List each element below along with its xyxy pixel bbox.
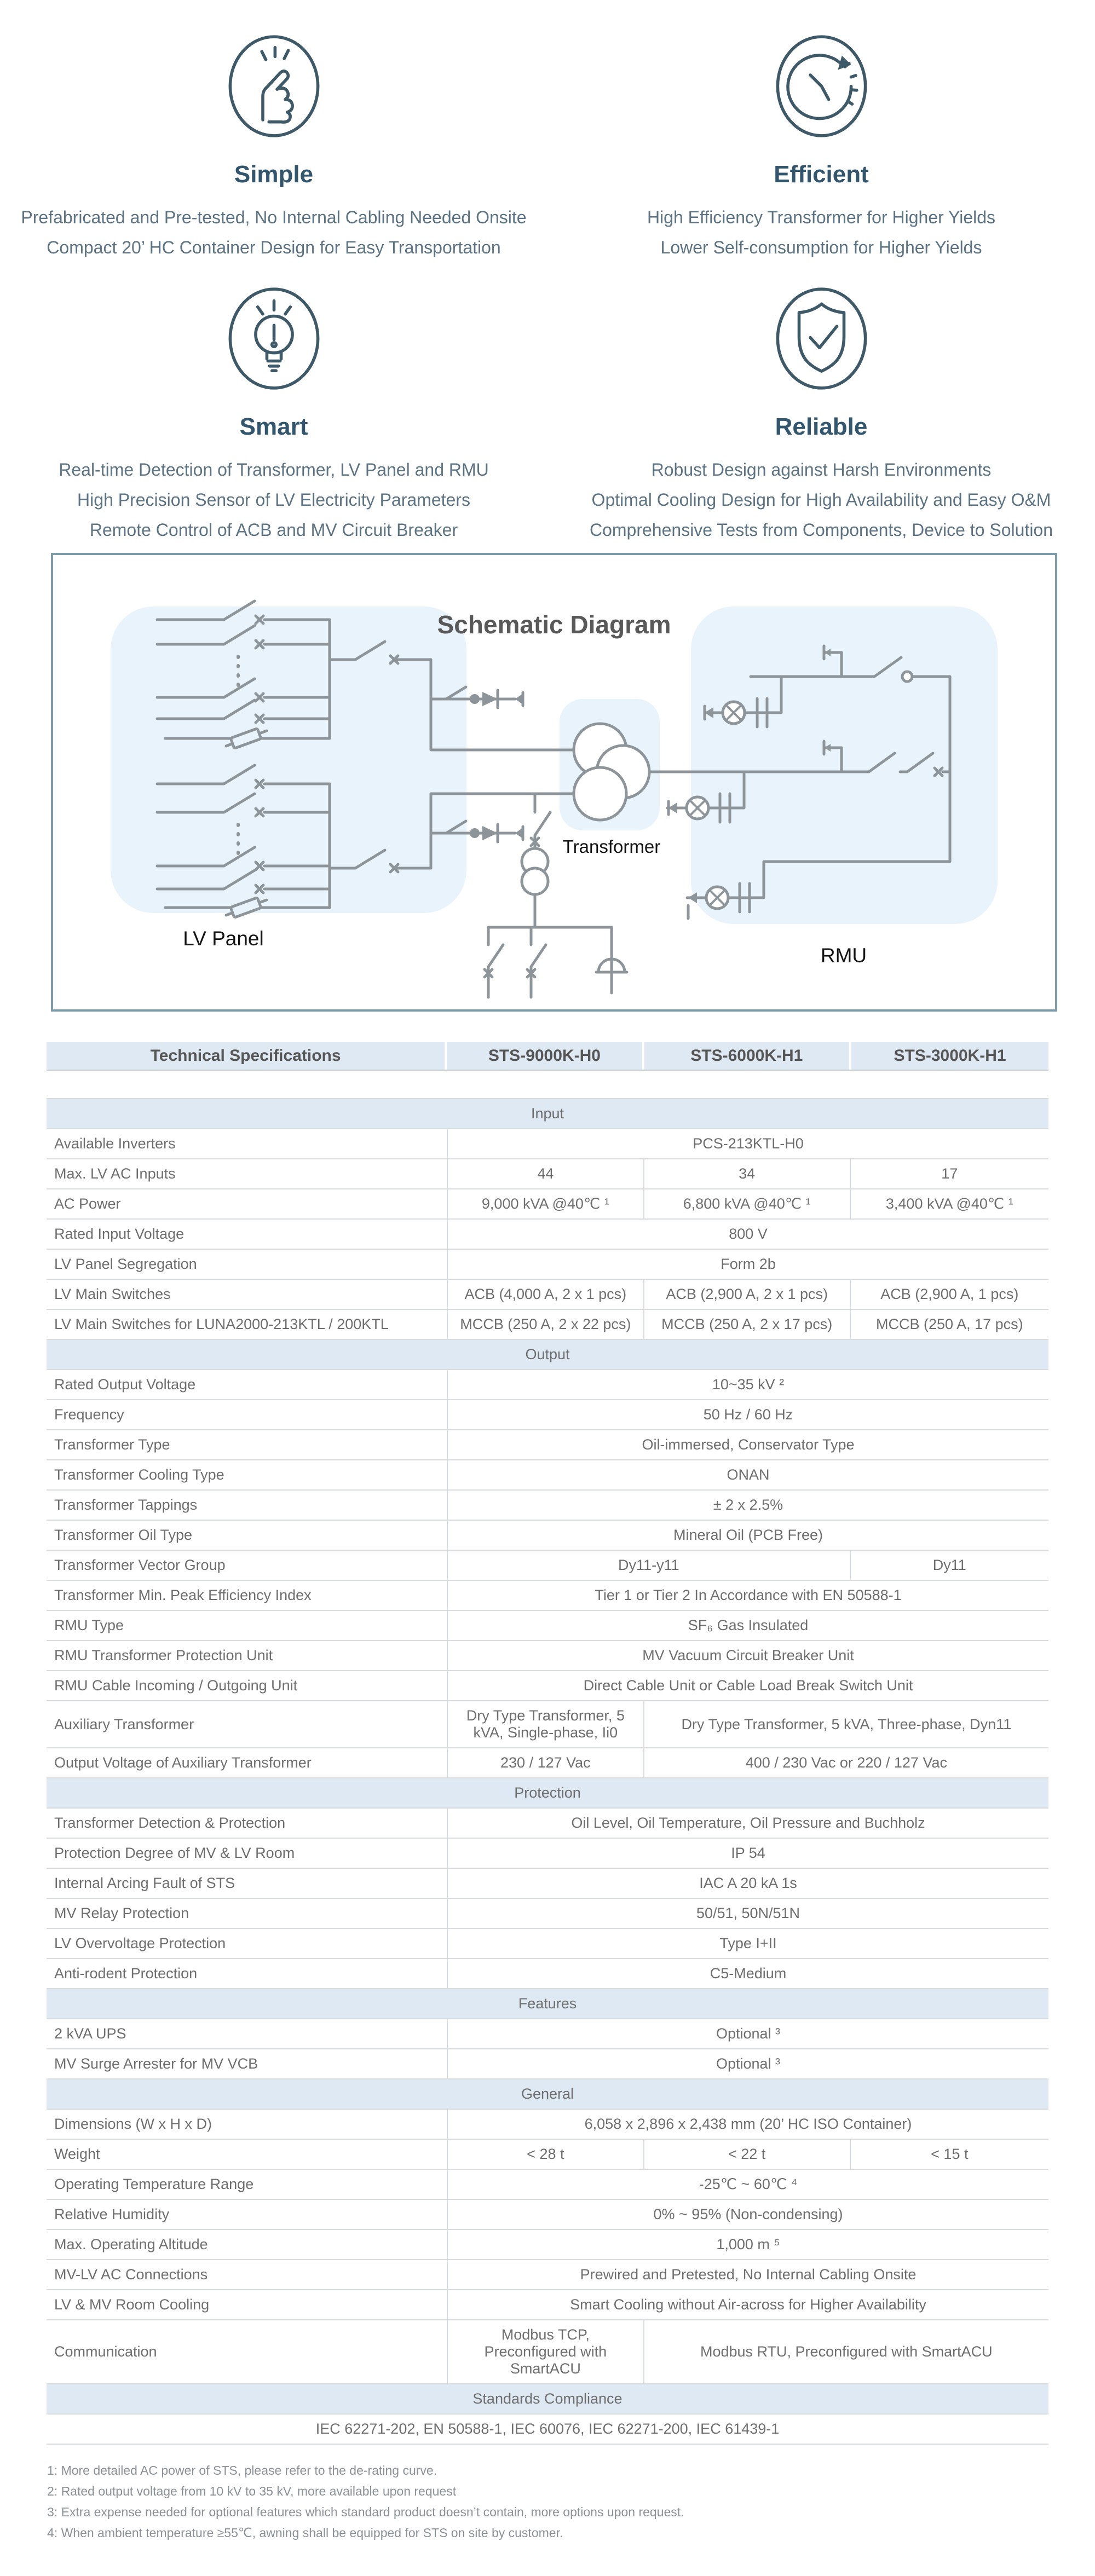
spec-value: 9,000 kVA @40℃ ¹ xyxy=(447,1189,644,1219)
table-row xyxy=(47,2019,1048,2049)
spec-value: PCS-213KTL-H0 xyxy=(447,1129,1048,1159)
spec-value: Form 2b xyxy=(447,1249,1048,1279)
spec-value: Dy11 xyxy=(850,1550,1048,1580)
table-row xyxy=(47,1189,1048,1219)
shield-check-icon xyxy=(548,277,1095,400)
spec-value: ONAN xyxy=(447,1460,1048,1490)
spec-value: 50 Hz / 60 Hz xyxy=(447,1400,1048,1430)
table-row xyxy=(47,2230,1048,2260)
feature-line: Comprehensive Tests from Components, Device to Solution xyxy=(589,520,1053,540)
feature-description xyxy=(548,455,1095,545)
feature-line: Robust Design against Harsh Environments xyxy=(651,460,992,480)
spec-label: Transformer Vector Group xyxy=(47,1550,447,1580)
spec-value: Dry Type Transformer, 5 kVA, Three-phase, Dyn11 xyxy=(644,1701,1048,1748)
spec-value: 34 xyxy=(644,1159,850,1189)
table-row xyxy=(47,1641,1048,1671)
spec-label: Operating Temperature Range xyxy=(47,2169,447,2199)
section-title: Protection xyxy=(47,1778,1048,1808)
spec-label: Transformer Cooling Type xyxy=(47,1460,447,1490)
spec-label: Auxiliary Transformer xyxy=(47,1701,447,1748)
spec-value: Tier 1 or Tier 2 In Accordance with EN 50588-1 xyxy=(447,1580,1048,1610)
table-row xyxy=(47,2049,1048,2079)
feature-line: High Precision Sensor of LV Electricity Parameters xyxy=(77,490,470,510)
spec-value: Optional ³ xyxy=(447,2049,1048,2079)
spec-value: ACB (2,900 A, 1 pcs) xyxy=(850,1279,1048,1309)
table-row xyxy=(47,1309,1048,1339)
spec-label: Transformer Type xyxy=(47,1430,447,1460)
spec-value: Smart Cooling without Air-across for Higher Availability xyxy=(447,2290,1048,2320)
spec-value: ACB (4,000 A, 2 x 1 pcs) xyxy=(447,1279,644,1309)
table-row xyxy=(47,1838,1048,1868)
spec-label: LV Main Switches for LUNA2000-213KTL / 200KTL xyxy=(47,1309,447,1339)
table-row xyxy=(47,1520,1048,1550)
footnote: 4: When ambient temperature ≥55℃, awning shall be equipped for STS on site by customer. xyxy=(47,2526,563,2540)
spec-label: MV-LV AC Connections xyxy=(47,2260,447,2290)
schematic-diagram xyxy=(51,553,1057,1012)
spec-label: Dimensions (W x H x D) xyxy=(47,2109,447,2139)
table-row xyxy=(47,2199,1048,2230)
table-row xyxy=(47,1400,1048,1430)
feature-line: Optimal Cooling Design for High Availability and Easy O&M xyxy=(591,490,1051,510)
spec-value: 0% ~ 95% (Non-condensing) xyxy=(447,2199,1048,2230)
spec-label: LV Panel Segregation xyxy=(47,1249,447,1279)
header-technical-specifications: Technical Specifications xyxy=(150,1047,341,1065)
rmu-label: RMU xyxy=(820,944,867,967)
spec-table-header xyxy=(47,1042,1048,1071)
spec-label: 2 kVA UPS xyxy=(47,2019,447,2049)
spec-value: MCCB (250 A, 2 x 22 pcs) xyxy=(447,1309,644,1339)
spec-value: Oil-immersed, Conservator Type xyxy=(447,1430,1048,1460)
table-row xyxy=(47,1928,1048,1959)
spec-label: RMU Transformer Protection Unit xyxy=(47,1641,447,1671)
spec-label: RMU Type xyxy=(47,1610,447,1641)
table-row xyxy=(47,2139,1048,2169)
table-row xyxy=(47,1279,1048,1309)
header-model-sts-9000k-h0: STS-9000K-H0 xyxy=(445,1042,642,1070)
feature-efficient xyxy=(548,25,1095,263)
spec-label: Max. Operating Altitude xyxy=(47,2230,447,2260)
spec-label: MV Relay Protection xyxy=(47,1898,447,1928)
snap-fingers-icon xyxy=(0,25,548,148)
spec-label: Transformer Oil Type xyxy=(47,1520,447,1550)
spec-value: Dry Type Transformer, 5 kVA, Single-phase, Ii0 xyxy=(447,1701,644,1748)
table-row xyxy=(47,1868,1048,1898)
spec-label: Internal Arcing Fault of STS xyxy=(47,1868,447,1898)
feature-description xyxy=(0,455,548,545)
spec-label: RMU Cable Incoming / Outgoing Unit xyxy=(47,1671,447,1701)
spec-value: Dy11-y11 xyxy=(447,1550,850,1580)
table-row xyxy=(47,1370,1048,1400)
spec-label: Output Voltage of Auxiliary Transformer xyxy=(47,1748,447,1778)
clock-cycle-icon xyxy=(548,25,1095,148)
spec-label: Communication xyxy=(47,2320,447,2384)
spec-value: 50/51, 50N/51N xyxy=(447,1898,1048,1928)
spec-value: Type I+II xyxy=(447,1928,1048,1959)
table-row xyxy=(47,1550,1048,1580)
spec-label: Frequency xyxy=(47,1400,447,1430)
spec-value: C5-Medium xyxy=(447,1959,1048,1989)
feature-title: Efficient xyxy=(774,161,869,188)
table-row xyxy=(47,2169,1048,2199)
spec-value: < 28 t xyxy=(447,2139,644,2169)
spec-value: 6,800 kVA @40℃ ¹ xyxy=(644,1189,850,1219)
feature-line: Compact 20’ HC Container Design for Easy Transportation xyxy=(47,238,501,257)
spec-label: Protection Degree of MV & LV Room xyxy=(47,1838,447,1868)
feature-line: Prefabricated and Pre-tested, No Internal Cabling Needed Onsite xyxy=(21,207,527,227)
spec-value: MCCB (250 A, 17 pcs) xyxy=(850,1309,1048,1339)
feature-line: Real-time Detection of Transformer, LV Panel and RMU xyxy=(59,460,489,480)
table-row xyxy=(47,1580,1048,1610)
spec-value: 6,058 x 2,896 x 2,438 mm (20’ HC ISO Container) xyxy=(447,2109,1048,2139)
spec-value: 3,400 kVA @40℃ ¹ xyxy=(850,1189,1048,1219)
table-row xyxy=(47,1460,1048,1490)
table-row xyxy=(47,2109,1048,2139)
spec-value: 800 V xyxy=(447,1219,1048,1249)
feature-title: Simple xyxy=(234,161,314,188)
spec-value: IAC A 20 kA 1s xyxy=(447,1868,1048,1898)
table-row xyxy=(47,2290,1048,2320)
spec-label: Available Inverters xyxy=(47,1129,447,1159)
section-row xyxy=(47,2384,1048,2414)
feature-line: Remote Control of ACB and MV Circuit Breaker xyxy=(89,520,458,540)
feature-description xyxy=(0,203,548,263)
feature-grid xyxy=(0,0,1095,545)
table-row xyxy=(47,1808,1048,1838)
spec-label: Rated Output Voltage xyxy=(47,1370,447,1400)
spec-label: Rated Input Voltage xyxy=(47,1219,447,1249)
section-title: Input xyxy=(47,1099,1048,1129)
spec-label: AC Power xyxy=(47,1189,447,1219)
spec-value: MCCB (250 A, 2 x 17 pcs) xyxy=(644,1309,850,1339)
footnote: 1: More detailed AC power of STS, please refer to the de-rating curve. xyxy=(47,2463,437,2477)
spec-value: < 15 t xyxy=(850,2139,1048,2169)
table-row xyxy=(47,1490,1048,1520)
section-title: Features xyxy=(47,1989,1048,2019)
table-row xyxy=(47,2320,1048,2384)
spec-label: LV Main Switches xyxy=(47,1279,447,1309)
spec-value: ± 2 x 2.5% xyxy=(447,1490,1048,1520)
table-row xyxy=(47,1610,1048,1641)
table-row xyxy=(47,1430,1048,1460)
spec-value: Oil Level, Oil Temperature, Oil Pressure and Buchholz xyxy=(447,1808,1048,1838)
table-row xyxy=(47,1219,1048,1249)
spec-label: Transformer Detection & Protection xyxy=(47,1808,447,1838)
spec-label: Transformer Min. Peak Efficiency Index xyxy=(47,1580,447,1610)
section-row xyxy=(47,1778,1048,1808)
spec-label: MV Surge Arrester for MV VCB xyxy=(47,2049,447,2079)
spec-value: 400 / 230 Vac or 220 / 127 Vac xyxy=(644,1748,1048,1778)
spec-label: Weight xyxy=(47,2139,447,2169)
feature-smart xyxy=(0,277,548,545)
feature-simple xyxy=(0,25,548,263)
section-title: Standards Compliance xyxy=(47,2384,1048,2414)
table-row xyxy=(47,1671,1048,1701)
spec-label: Transformer Tappings xyxy=(47,1490,447,1520)
spec-value: 17 xyxy=(850,1159,1048,1189)
table-row xyxy=(47,2260,1048,2290)
standards-value: IEC 62271-202, EN 50588-1, IEC 60076, IEC 62271-200, IEC 61439-1 xyxy=(47,2414,1048,2444)
header-model-sts-3000k-h1: STS-3000K-H1 xyxy=(849,1042,1048,1070)
feature-title: Smart xyxy=(239,413,308,440)
feature-reliable xyxy=(548,277,1095,545)
footnote: 2: Rated output voltage from 10 kV to 35 kV, more available upon request xyxy=(47,2484,457,2498)
table-row xyxy=(47,1249,1048,1279)
section-row xyxy=(47,2079,1048,2109)
footnotes xyxy=(47,2460,1095,2543)
spec-value: ACB (2,900 A, 2 x 1 pcs) xyxy=(644,1279,850,1309)
spec-value: Modbus RTU, Preconfigured with SmartACU xyxy=(644,2320,1048,2384)
table-row xyxy=(47,1701,1048,1748)
feature-title: Reliable xyxy=(775,413,868,440)
feature-line: High Efficiency Transformer for Higher Yields xyxy=(647,207,996,227)
spec-value: Modbus TCP, Preconfigured with SmartACU xyxy=(447,2320,644,2384)
spec-label: Relative Humidity xyxy=(47,2199,447,2230)
spec-label: LV & MV Room Cooling xyxy=(47,2290,447,2320)
spec-value: SF₆ Gas Insulated xyxy=(447,1610,1048,1641)
table-row xyxy=(47,1748,1048,1778)
section-title: Output xyxy=(47,1339,1048,1370)
section-row xyxy=(47,1339,1048,1370)
feature-line: Lower Self-consumption for Higher Yields xyxy=(660,238,982,257)
header-model-sts-6000k-h1: STS-6000K-H1 xyxy=(642,1042,850,1070)
schematic-title: Schematic Diagram xyxy=(437,610,671,639)
spec-value: 10~35 kV ² xyxy=(447,1370,1048,1400)
spec-value: IP 54 xyxy=(447,1838,1048,1868)
spec-table xyxy=(47,1098,1048,2445)
table-row xyxy=(47,1129,1048,1159)
spec-value: 44 xyxy=(447,1159,644,1189)
section-row xyxy=(47,1099,1048,1129)
spec-value: Prewired and Pretested, No Internal Cabling Onsite xyxy=(447,2260,1048,2290)
spec-value: 230 / 127 Vac xyxy=(447,1748,644,1778)
lightbulb-icon xyxy=(0,277,548,400)
spec-value: MV Vacuum Circuit Breaker Unit xyxy=(447,1641,1048,1671)
transformer-label: Transformer xyxy=(562,836,661,857)
spec-label: Max. LV AC Inputs xyxy=(47,1159,447,1189)
feature-description xyxy=(548,203,1095,263)
spec-value: 1,000 m ⁵ xyxy=(447,2230,1048,2260)
table-row xyxy=(47,1898,1048,1928)
spec-value: Optional ³ xyxy=(447,2019,1048,2049)
section-row xyxy=(47,1989,1048,2019)
spec-label: LV Overvoltage Protection xyxy=(47,1928,447,1959)
spec-label: Anti-rodent Protection xyxy=(47,1959,447,1989)
footnote: 3: Extra expense needed for optional features which standard product doesn’t contain, more options upon request. xyxy=(47,2505,684,2519)
lv-panel-label: LV Panel xyxy=(183,927,264,950)
spec-value: < 22 t xyxy=(644,2139,850,2169)
section-title: General xyxy=(47,2079,1048,2109)
spec-value: Direct Cable Unit or Cable Load Break Switch Unit xyxy=(447,1671,1048,1701)
table-row xyxy=(47,2414,1048,2444)
spec-value: -25℃ ~ 60℃ ⁴ xyxy=(447,2169,1048,2199)
table-row xyxy=(47,1159,1048,1189)
table-row xyxy=(47,1959,1048,1989)
spec-value: Mineral Oil (PCB Free) xyxy=(447,1520,1048,1550)
